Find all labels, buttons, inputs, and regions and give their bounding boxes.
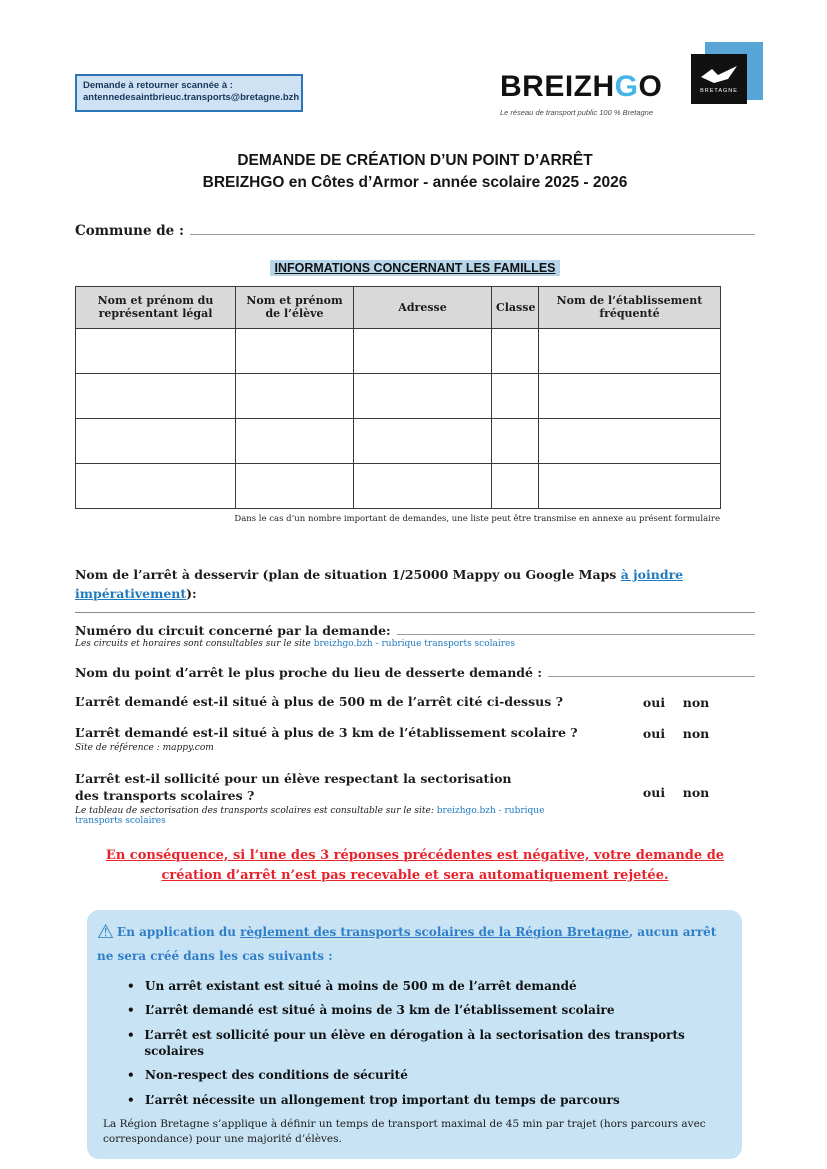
table-cell[interactable] xyxy=(236,418,354,463)
exclusion-3km: L’arrêt demandé est situé à moins de 3 km de l’établissement scolaire xyxy=(145,1003,615,1018)
warning-triangle-icon: ⚠ xyxy=(97,921,115,944)
circuit-row xyxy=(75,621,755,638)
exclusion-500m: Un arrêt existant est situé à moins de 500 m de l’arrêt demandé xyxy=(145,978,577,993)
region-bretagne-logo xyxy=(691,42,763,108)
table-cell[interactable] xyxy=(539,418,721,463)
question-sectorisation-options xyxy=(633,771,717,826)
table-cell[interactable] xyxy=(539,463,721,508)
question-sectorisation-text: L’arrêt est-il sollicité pour un élève respectant la sectorisation des transports scolaires ? xyxy=(75,771,512,804)
rejection-warning: En conséquence, si l’une des 3 réponses précédentes est négative, votre demande de création d’arrêt n’est pas recevable et sera automatiquement rejetée. xyxy=(105,847,725,884)
question-3km-text: L’arrêt demandé est-il situé à plus de 3 km de l’établissement scolaire ? xyxy=(75,725,578,741)
exclusion-derogation: L’arrêt est sollicité pour un élève en dérogation à la sectorisation des transports scolaires xyxy=(144,1027,685,1058)
table-row xyxy=(76,418,721,463)
table-cell[interactable] xyxy=(492,373,539,418)
header xyxy=(75,56,755,134)
brand-suffix: O xyxy=(638,70,663,103)
joindre-imperativement-link[interactable]: à joindre impérativement xyxy=(75,566,684,601)
question-3km-oui-option[interactable]: oui xyxy=(642,726,666,742)
return-scan-box xyxy=(75,74,303,112)
exclusion-temps-parcours: L’arrêt nécessite un allongement trop important du temps de parcours xyxy=(145,1092,620,1107)
question-500m-options xyxy=(633,694,717,711)
table-cell[interactable] xyxy=(492,328,539,373)
question-sectorisation-note xyxy=(75,806,545,826)
table-row xyxy=(76,463,721,508)
question-3km-note: Site de référence : mappy.com xyxy=(75,743,214,754)
title-line-2: BREIZHGO en Côtes d’Armor - année scolaire 2025 - 2026 xyxy=(202,174,628,192)
bullet-icon: • xyxy=(127,1003,135,1018)
list-item xyxy=(127,1003,726,1019)
col-header-eleve: Nom et prénom de l’élève xyxy=(236,286,354,328)
exclusion-securite: Non-respect des conditions de sécurité xyxy=(145,1068,408,1083)
reglement-transports-link[interactable]: règlement des transports scolaires de la Région Bretagne xyxy=(240,925,629,940)
commune-row xyxy=(75,221,755,239)
col-header-adresse: Adresse xyxy=(354,286,492,328)
document-title xyxy=(75,150,755,195)
question-3km-options xyxy=(633,725,717,753)
bullet-icon: • xyxy=(127,1027,135,1042)
arret-input-line[interactable] xyxy=(75,603,755,613)
col-header-etablissement: Nom de l’établissement fréquenté xyxy=(539,286,721,328)
table-cell[interactable] xyxy=(539,373,721,418)
regulation-info-box xyxy=(87,910,742,1158)
list-item xyxy=(127,1028,726,1059)
question-500m-text: L’arrêt demandé est-il situé à plus de 500 m de l’arrêt cité ci-dessus ? xyxy=(75,694,563,710)
circuit-note xyxy=(75,639,755,649)
table-cell[interactable] xyxy=(492,418,539,463)
sectorisation-site-link[interactable]: breizhgo.bzh - rubrique transports scolaires xyxy=(75,805,545,826)
circuit-input-line[interactable] xyxy=(397,621,755,635)
bullet-icon: • xyxy=(127,1092,135,1107)
table-cell[interactable] xyxy=(76,373,236,418)
question-3km xyxy=(75,725,755,753)
table-header-row xyxy=(76,286,721,328)
table-cell[interactable] xyxy=(354,328,492,373)
question-500m xyxy=(75,694,755,711)
arret-label-suffix: ): xyxy=(186,585,197,601)
intro-prefix: En application du xyxy=(117,925,241,940)
table-cell[interactable] xyxy=(76,463,236,508)
table-cell[interactable] xyxy=(354,463,492,508)
col-header-representant: Nom et prénom du représentant légal xyxy=(76,286,236,328)
breizhgo-site-link[interactable]: breizhgo.bzh - rubrique transports scolaires xyxy=(313,639,515,650)
list-item xyxy=(127,1068,726,1084)
table-row xyxy=(76,373,721,418)
question-3km-non-option[interactable]: non xyxy=(682,726,710,742)
commune-label: Commune de : xyxy=(75,222,184,239)
logo-tagline: Le réseau de transport public 100 % Bretagne xyxy=(500,108,654,117)
question-sectorisation-oui-option[interactable]: oui xyxy=(642,785,666,801)
table-cell[interactable] xyxy=(76,418,236,463)
intro-suffix: , aucun arrêt ne sera créé dans les cas suivants : xyxy=(97,925,717,963)
families-table xyxy=(75,286,721,509)
families-section-title: INFORMATIONS CONCERNANT LES FAMILLES xyxy=(270,260,559,276)
arret-label-text: Nom de l’arrêt à desservir (plan de situation 1/25000 Mappy ou Google Maps xyxy=(75,566,621,582)
max-duration-note: La Région Bretagne s’applique à définir un temps de transport maximal de 45 min par trajet (hors parcours avec correspondance) pour une majorité d’élèves. xyxy=(103,1118,706,1145)
list-item xyxy=(127,1093,726,1109)
nearest-stop-input-line[interactable] xyxy=(548,663,755,677)
brand-accent: G xyxy=(614,70,639,103)
brand-prefix: BREIZH xyxy=(500,70,615,103)
arret-a-desservir-label xyxy=(75,566,755,604)
return-email-link[interactable]: antennedesaintbrieuc.transports@bretagne.bzh xyxy=(83,92,300,104)
regulation-intro xyxy=(97,918,726,965)
nearest-stop-label: Nom du point d’arrêt le plus proche du lieu de desserte demandé : xyxy=(75,665,542,681)
table-cell[interactable] xyxy=(236,463,354,508)
table-cell[interactable] xyxy=(76,328,236,373)
table-cell[interactable] xyxy=(236,373,354,418)
circuit-label: Numéro du circuit concerné par la demande: xyxy=(75,623,391,639)
logo-block xyxy=(500,56,755,134)
bullet-icon: • xyxy=(127,1068,135,1083)
exclusion-list xyxy=(127,979,726,1109)
region-logo-black-square xyxy=(691,54,747,104)
region-logo-label: BRETAGNE xyxy=(700,88,738,94)
list-item xyxy=(127,979,726,995)
return-instruction: Demande à retourner scannée à : xyxy=(83,80,233,91)
title-line-1: DEMANDE DE CRÉATION D’UN POINT D’ARRÊT xyxy=(237,152,593,169)
circuit-note-text: Les circuits et horaires sont consultables sur le site xyxy=(75,639,314,650)
commune-input-line[interactable] xyxy=(190,221,755,235)
bretagne-flag-icon xyxy=(699,64,739,86)
table-row xyxy=(76,328,721,373)
bullet-icon: • xyxy=(127,978,135,993)
nearest-stop-row xyxy=(75,663,755,680)
question-sectorisation xyxy=(75,771,755,826)
table-cell[interactable] xyxy=(492,463,539,508)
table-cell[interactable] xyxy=(236,328,354,373)
table-cell[interactable] xyxy=(354,373,492,418)
table-cell[interactable] xyxy=(539,328,721,373)
table-annex-note: Dans le cas d’un nombre important de demandes, une liste peut être transmise en annexe au présent formulaire xyxy=(234,513,720,524)
question-sectorisation-non-option[interactable]: non xyxy=(682,785,710,801)
families-section-heading xyxy=(75,257,755,276)
col-header-classe: Classe xyxy=(492,286,539,328)
breizhgo-logo xyxy=(500,70,662,104)
sectorisation-note-text: Le tableau de sectorisation des transports scolaires est consultable sur le site: xyxy=(75,805,437,816)
question-500m-non-option[interactable]: non xyxy=(682,695,710,711)
question-500m-oui-option[interactable]: oui xyxy=(642,695,666,711)
table-cell[interactable] xyxy=(354,418,492,463)
